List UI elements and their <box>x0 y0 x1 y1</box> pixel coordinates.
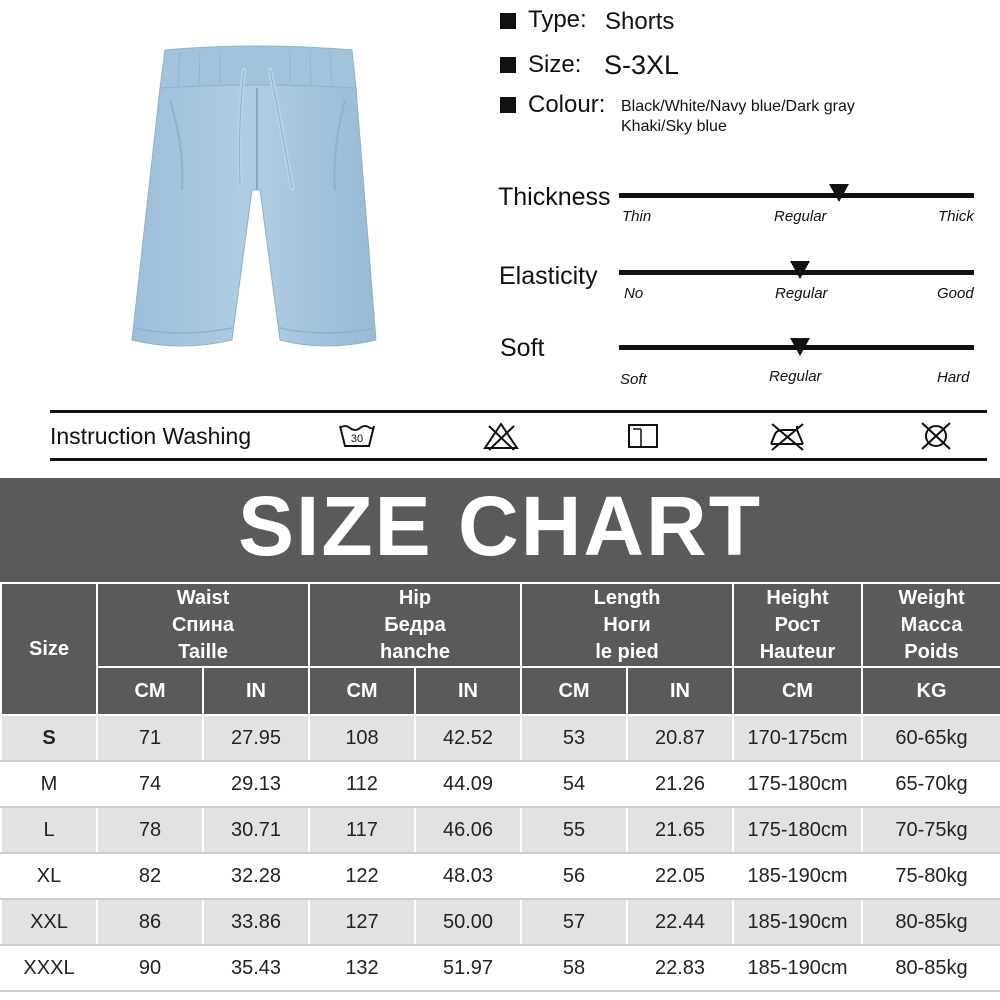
unit-header: IN <box>415 667 521 715</box>
length-in-cell: 21.26 <box>627 761 733 807</box>
waist-cm-cell: 71 <box>97 715 203 761</box>
size-cell: XXL <box>1 899 97 945</box>
type-value: Shorts <box>605 8 675 35</box>
header-waist-ru: Спина <box>171 613 235 636</box>
scale-marker-icon <box>829 184 849 202</box>
table-row <box>1 899 1000 945</box>
divider <box>50 410 987 413</box>
size-cell: M <box>1 761 97 807</box>
scale-marker-icon <box>790 261 810 279</box>
hip-in-cell: 46.06 <box>415 807 521 853</box>
table-row <box>1 715 1000 761</box>
scale-marker-icon <box>790 338 810 356</box>
washing-instructions-label: Instruction Washing <box>50 423 252 449</box>
scale-low-label: Thin <box>622 208 652 225</box>
waist-in-cell: 30.71 <box>203 807 309 853</box>
length-in-cell: 22.83 <box>627 945 733 991</box>
length-cm-cell: 57 <box>521 899 627 945</box>
weight-cell: 80-85kg <box>862 899 1000 945</box>
weight-cell: 60-65kg <box>862 715 1000 761</box>
header-waist <box>97 583 309 667</box>
length-cm-cell: 56 <box>521 853 627 899</box>
height-cell: 185-190cm <box>733 945 862 991</box>
header-height-ru: Рост <box>774 613 821 636</box>
scale-high-label: Good <box>937 285 974 302</box>
size-chart-title: SIZE CHART <box>238 479 762 573</box>
hip-in-cell: 50.00 <box>415 899 521 945</box>
bullet-icon <box>500 57 516 73</box>
header-waist-fr: Taille <box>178 640 228 663</box>
waist-in-cell: 33.86 <box>203 899 309 945</box>
header-hip-en: Hip <box>398 586 432 609</box>
header-height <box>733 583 862 667</box>
size-cell: XXXL <box>1 945 97 991</box>
header-length <box>521 583 733 667</box>
waist-cm-cell: 74 <box>97 761 203 807</box>
scale-mid-label: Regular <box>775 285 828 302</box>
hip-cm-cell: 108 <box>309 715 415 761</box>
height-cell: 185-190cm <box>733 853 862 899</box>
wash-temp-label: 30 <box>350 433 364 445</box>
line-dry-icon <box>623 420 663 452</box>
height-cell: 175-180cm <box>733 807 862 853</box>
header-length-ru: Ноги <box>603 613 651 636</box>
unit-header: KG <box>862 667 1000 715</box>
size-chart-header <box>0 478 1000 582</box>
size-cell: L <box>1 807 97 853</box>
product-image-shorts <box>120 40 395 360</box>
scale-title: Thickness <box>498 183 611 211</box>
table-row <box>1 761 1000 807</box>
header-weight <box>862 583 1000 667</box>
scale-title: Soft <box>500 334 545 362</box>
bullet-icon <box>500 97 516 113</box>
no-dry-clean-icon <box>916 420 956 452</box>
scale-track <box>619 193 974 198</box>
scale-low-label: No <box>624 285 644 302</box>
table-row <box>1 853 1000 899</box>
colour-label: Colour: <box>528 91 606 118</box>
size-value: S-3XL <box>604 50 680 80</box>
unit-header: CM <box>97 667 203 715</box>
height-cell: 170-175cm <box>733 715 862 761</box>
waist-cm-cell: 90 <box>97 945 203 991</box>
header-height-fr: Hauteur <box>759 640 836 663</box>
length-in-cell: 21.65 <box>627 807 733 853</box>
waist-in-cell: 35.43 <box>203 945 309 991</box>
header-weight-ru: Масса <box>900 613 963 636</box>
divider <box>50 458 987 461</box>
header-weight-en: Weight <box>898 586 965 609</box>
scale-title: Elasticity <box>499 262 598 290</box>
header-hip-ru: Бедра <box>384 613 446 636</box>
header-weight-fr: Poids <box>904 640 959 663</box>
header-height-en: Height <box>766 586 829 609</box>
hip-cm-cell: 112 <box>309 761 415 807</box>
weight-cell: 65-70kg <box>862 761 1000 807</box>
colour-value-line1: Black/White/Navy blue/Dark gray <box>621 98 855 115</box>
length-in-cell: 22.44 <box>627 899 733 945</box>
hip-cm-cell: 127 <box>309 899 415 945</box>
unit-header: CM <box>733 667 862 715</box>
waist-in-cell: 32.28 <box>203 853 309 899</box>
length-cm-cell: 54 <box>521 761 627 807</box>
length-cm-cell: 58 <box>521 945 627 991</box>
waist-cm-cell: 82 <box>97 853 203 899</box>
no-bleach-icon <box>481 420 521 452</box>
scale-high-label: Thick <box>938 208 974 225</box>
colour-value-line2: Khaki/Sky blue <box>621 118 727 135</box>
table-row <box>1 807 1000 853</box>
type-label: Type: <box>528 6 587 33</box>
waist-in-cell: 27.95 <box>203 715 309 761</box>
size-cell: XL <box>1 853 97 899</box>
scale-low-label: Soft <box>620 371 647 388</box>
wash-30-icon <box>337 420 377 452</box>
scale-high-label: Hard <box>937 369 970 386</box>
unit-header: CM <box>521 667 627 715</box>
length-cm-cell: 53 <box>521 715 627 761</box>
unit-header: IN <box>203 667 309 715</box>
waist-cm-cell: 86 <box>97 899 203 945</box>
hip-cm-cell: 122 <box>309 853 415 899</box>
length-in-cell: 20.87 <box>627 715 733 761</box>
table-row <box>1 945 1000 991</box>
height-cell: 175-180cm <box>733 761 862 807</box>
hip-cm-cell: 117 <box>309 807 415 853</box>
size-chart-body <box>1 715 1000 991</box>
waist-cm-cell: 78 <box>97 807 203 853</box>
length-in-cell: 22.05 <box>627 853 733 899</box>
scale-mid-label: Regular <box>774 208 827 225</box>
hip-in-cell: 48.03 <box>415 853 521 899</box>
weight-cell: 80-85kg <box>862 945 1000 991</box>
header-length-fr: le pied <box>595 640 659 663</box>
height-cell: 185-190cm <box>733 899 862 945</box>
header-hip-fr: hanche <box>379 640 451 663</box>
hip-in-cell: 42.52 <box>415 715 521 761</box>
hip-in-cell: 44.09 <box>415 761 521 807</box>
header-length-en: Length <box>593 586 661 609</box>
size-label: Size: <box>528 51 582 78</box>
hip-in-cell: 51.97 <box>415 945 521 991</box>
weight-cell: 70-75kg <box>862 807 1000 853</box>
header-hip <box>309 583 521 667</box>
size-chart-table <box>0 582 1000 992</box>
header-size: Size <box>1 583 97 715</box>
scale-mid-label: Regular <box>769 368 822 385</box>
bullet-icon <box>500 13 516 29</box>
unit-header: IN <box>627 667 733 715</box>
hip-cm-cell: 132 <box>309 945 415 991</box>
length-cm-cell: 55 <box>521 807 627 853</box>
header-waist-en: Waist <box>176 586 230 609</box>
size-cell: S <box>1 715 97 761</box>
unit-header: CM <box>309 667 415 715</box>
weight-cell: 75-80kg <box>862 853 1000 899</box>
no-iron-icon <box>767 420 807 452</box>
waist-in-cell: 29.13 <box>203 761 309 807</box>
